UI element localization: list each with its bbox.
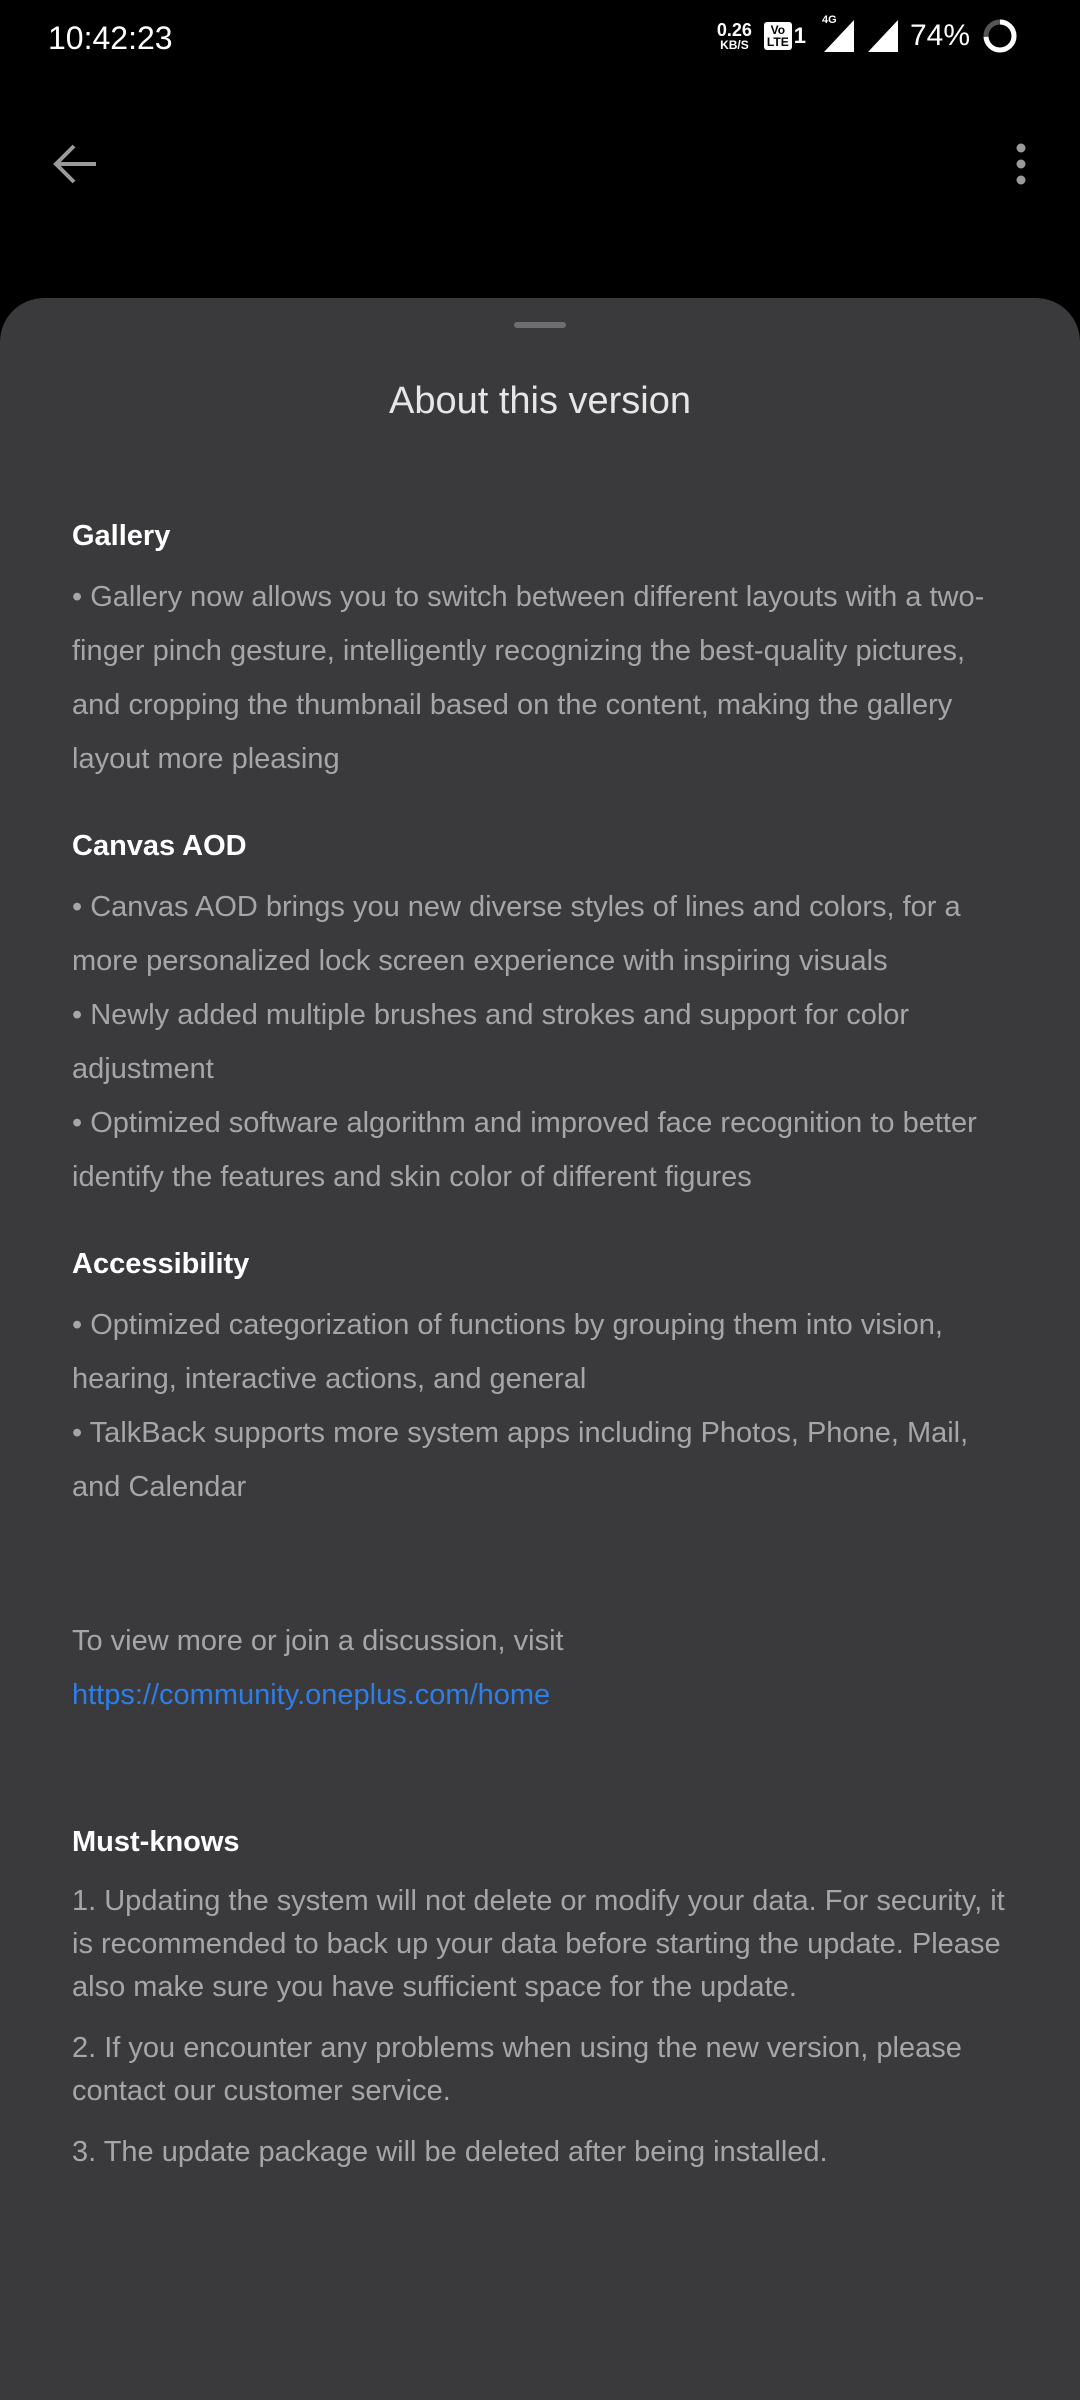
section-title: Accessibility (72, 1248, 250, 1280)
volte-label-bottom: LTE (766, 35, 789, 49)
section-item: • Canvas AOD brings you new diverse styles of lines and colors, for a more personalized lock screen experience with inspiring visuals (72, 891, 961, 977)
arrow-left-icon (44, 140, 104, 188)
signal-icon (866, 20, 898, 52)
section-must-knows (72, 1822, 1012, 2174)
section-title: Gallery (72, 520, 171, 552)
network-type-label: 4G (821, 14, 837, 26)
battery-ring-icon (982, 18, 1018, 54)
release-notes (72, 516, 1012, 2174)
network-speed-unit: KB/S (720, 38, 749, 52)
top-app-bar (0, 120, 1080, 208)
back-button[interactable] (44, 140, 104, 188)
section-item: • TalkBack supports more system apps including Photos, Phone, Mail, and Calendar (72, 1417, 969, 1503)
volte-icon (764, 22, 792, 50)
drag-handle[interactable] (514, 322, 566, 328)
section-canvas-aod (72, 826, 1012, 1204)
section-item: • Newly added multiple brushes and strokes and support for color adjustment (72, 999, 910, 1085)
community-visit (72, 1614, 1012, 1722)
status-time: 10:42:23 (48, 20, 173, 56)
sheet-title: About this version (388, 380, 692, 422)
vertical-ellipsis-icon (1006, 140, 1036, 188)
status-icons (716, 14, 1018, 54)
section-item: • Gallery now allows you to switch between different layouts with a two-finger pinch gesture, intelligently recognizing the best-quality pictures, and cropping the thumbnail based on the content, making the gallery layout more pleasing (72, 581, 985, 775)
visit-text: To view more or join a discussion, visit (72, 1625, 564, 1657)
section-item: • Optimized categorization of functions by grouping them into vision, hearing, interactive actions, and general (72, 1309, 943, 1395)
section-accessibility (72, 1244, 1012, 1514)
community-link[interactable]: https://community.oneplus.com/home (72, 1679, 551, 1711)
must-know-item: 2. If you encounter any problems when using the new version, please contact our customer service. (72, 2032, 962, 2107)
must-know-item: 1. Updating the system will not delete or modify your data. For security, it is recommended to back up your data before starting the update. Please also make sure you have sufficient space for the update. (72, 1885, 1005, 2003)
section-title: Canvas AOD (72, 830, 247, 862)
network-speed-value: 0.26 (716, 20, 752, 40)
more-options-button[interactable] (1006, 140, 1036, 188)
battery-percent: 74% (909, 19, 970, 52)
about-version-sheet (0, 298, 1080, 2400)
section-title: Must-knows (72, 1826, 240, 1858)
sim-slot-number: 1 (793, 23, 806, 48)
network-speed (717, 21, 752, 51)
signal-4g-icon (818, 14, 854, 52)
section-item: • Optimized software algorithm and improved face recognition to better identify the features and skin color of different figures (72, 1107, 977, 1193)
must-know-item: 3. The update package will be deleted after being installed. (72, 2136, 828, 2168)
section-gallery (72, 516, 1012, 786)
volte-label-top: Vo (770, 23, 786, 37)
status-bar (0, 0, 1080, 80)
